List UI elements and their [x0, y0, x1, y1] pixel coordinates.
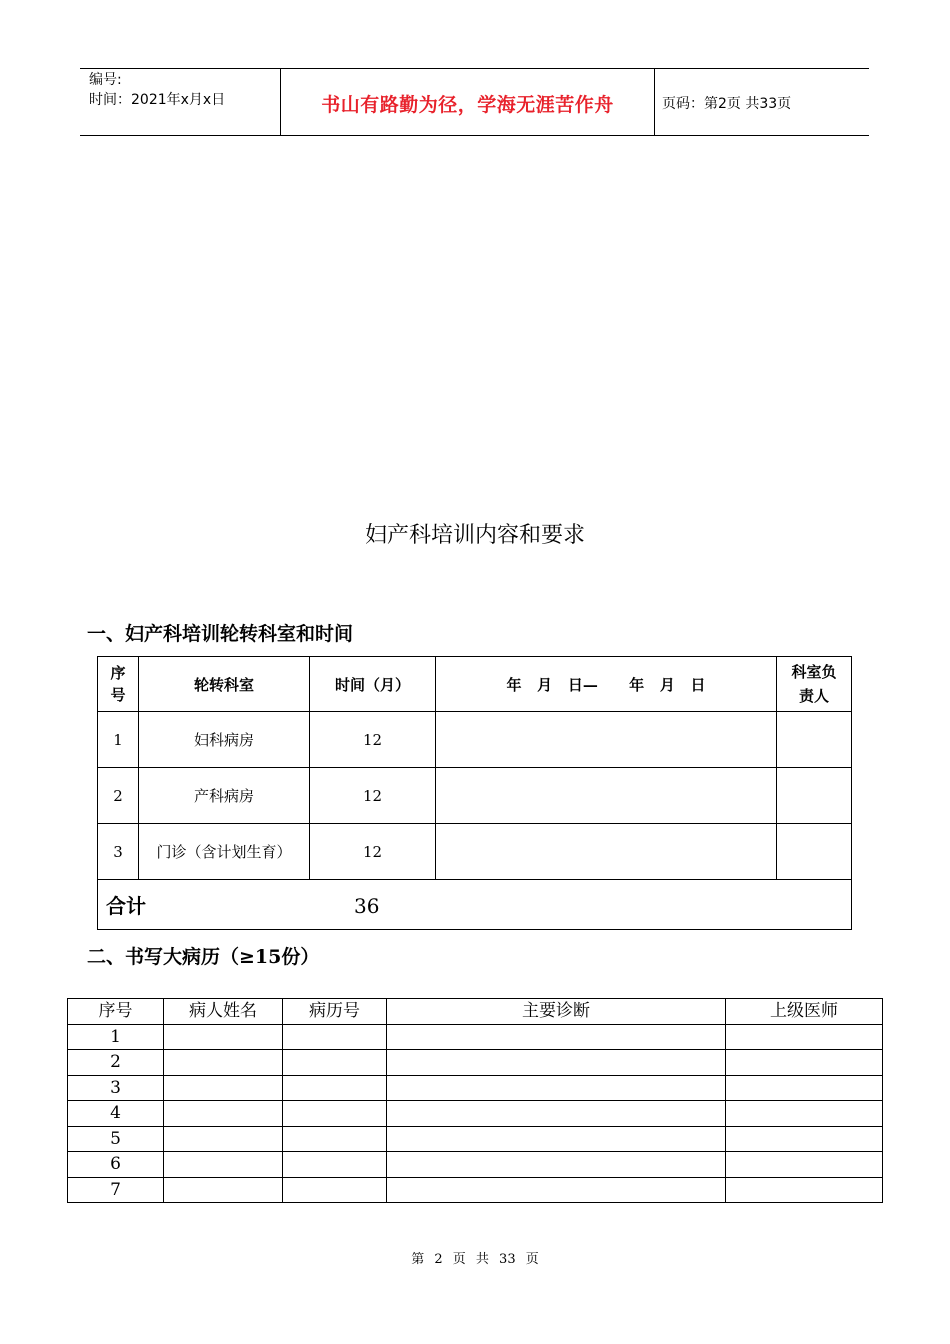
row-seq: 7: [68, 1177, 164, 1203]
person-header: 科室负责人: [791, 663, 837, 705]
row-record-no[interactable]: [283, 1152, 387, 1178]
row-date-range[interactable]: [436, 768, 777, 824]
document-title: 妇产科培训内容和要求: [364, 523, 585, 548]
total-row: [98, 880, 852, 930]
row-seq: 4: [68, 1101, 164, 1127]
row-seq: 3: [98, 824, 139, 880]
table-row: [68, 1024, 883, 1050]
date-range-header: 年 月 日— 年 月 日: [506, 675, 706, 694]
row-patient-name[interactable]: [164, 1177, 283, 1203]
row-supervisor[interactable]: [726, 1152, 883, 1178]
row-supervisor[interactable]: [726, 1050, 883, 1076]
row-supervisor[interactable]: [726, 1126, 883, 1152]
row-diagnosis[interactable]: [387, 1126, 726, 1152]
row-seq: 1: [68, 1024, 164, 1050]
row-seq: 5: [68, 1126, 164, 1152]
dept-header: 轮转科室: [139, 657, 310, 712]
row-patient-name[interactable]: [164, 1050, 283, 1076]
row-diagnosis[interactable]: [387, 1024, 726, 1050]
record-no-header: 病历号: [283, 999, 387, 1025]
row-record-no[interactable]: [283, 1126, 387, 1152]
table-row: [68, 1075, 883, 1101]
row-record-no[interactable]: [283, 1177, 387, 1203]
row-patient-name[interactable]: [164, 1024, 283, 1050]
row-supervisor[interactable]: [726, 1177, 883, 1203]
seq-header: 序号: [68, 999, 164, 1025]
table-row: [68, 1126, 883, 1152]
header-divider-2: [654, 68, 655, 136]
row-date-range[interactable]: [436, 712, 777, 768]
table-row: [68, 1177, 883, 1203]
row-record-no[interactable]: [283, 1075, 387, 1101]
table-row: [68, 1152, 883, 1178]
row-patient-name[interactable]: [164, 1075, 283, 1101]
table-row: [68, 1101, 883, 1127]
row-supervisor[interactable]: [726, 1024, 883, 1050]
header-bottom-rule: [80, 135, 869, 136]
row-seq: 1: [98, 712, 139, 768]
section1-heading: 一、妇产科培训轮转科室和时间: [87, 623, 354, 645]
table-row: [98, 712, 852, 768]
row-seq: 2: [98, 768, 139, 824]
diagnosis-header: 主要诊断: [387, 999, 726, 1025]
row-months: 12: [310, 824, 436, 880]
row-person[interactable]: [777, 712, 852, 768]
row-seq: 2: [68, 1050, 164, 1076]
row-supervisor[interactable]: [726, 1075, 883, 1101]
row-dept: 妇科病房: [139, 712, 310, 768]
row-seq: 6: [68, 1152, 164, 1178]
row-record-no[interactable]: [283, 1050, 387, 1076]
row-record-no[interactable]: [283, 1024, 387, 1050]
patient-name-header: 病人姓名: [164, 999, 283, 1025]
row-seq: 3: [68, 1075, 164, 1101]
months-header: 时间（月）: [310, 657, 436, 712]
header-page-info: 页码：第2页 共33页: [662, 96, 792, 112]
header-motto: 书山有路勤为径，学海无涯苦作舟: [321, 94, 614, 116]
total-value: 36: [354, 894, 380, 918]
section2-heading: 二、书写大病历（≥15份）: [87, 946, 320, 968]
document-number-label: 编号:: [89, 72, 122, 88]
row-dept: 门诊（含计划生育）: [139, 824, 310, 880]
case-record-header: [68, 999, 883, 1025]
supervisor-header: 上级医师: [726, 999, 883, 1025]
row-record-no[interactable]: [283, 1101, 387, 1127]
table-row: [68, 1050, 883, 1076]
row-diagnosis[interactable]: [387, 1050, 726, 1076]
rotation-table: [97, 656, 852, 930]
row-person[interactable]: [777, 824, 852, 880]
row-months: 12: [310, 768, 436, 824]
row-supervisor[interactable]: [726, 1101, 883, 1127]
table-row: [98, 824, 852, 880]
document-date: 时间：2021年x月x日: [89, 92, 226, 108]
rotation-table-header: [98, 657, 852, 712]
total-label: 合计: [106, 894, 146, 918]
page-footer: 第 2 页 共 33 页: [411, 1252, 539, 1267]
row-diagnosis[interactable]: [387, 1075, 726, 1101]
row-months: 12: [310, 712, 436, 768]
row-date-range[interactable]: [436, 824, 777, 880]
row-diagnosis[interactable]: [387, 1152, 726, 1178]
row-diagnosis[interactable]: [387, 1101, 726, 1127]
header-meta: [89, 70, 225, 110]
row-dept: 产科病房: [139, 768, 310, 824]
header-top-rule: [80, 68, 869, 69]
row-diagnosis[interactable]: [387, 1177, 726, 1203]
row-patient-name[interactable]: [164, 1101, 283, 1127]
row-patient-name[interactable]: [164, 1126, 283, 1152]
case-record-table: [67, 998, 883, 1203]
row-patient-name[interactable]: [164, 1152, 283, 1178]
seq-header: 序号: [110, 664, 126, 704]
table-row: [98, 768, 852, 824]
row-person[interactable]: [777, 768, 852, 824]
